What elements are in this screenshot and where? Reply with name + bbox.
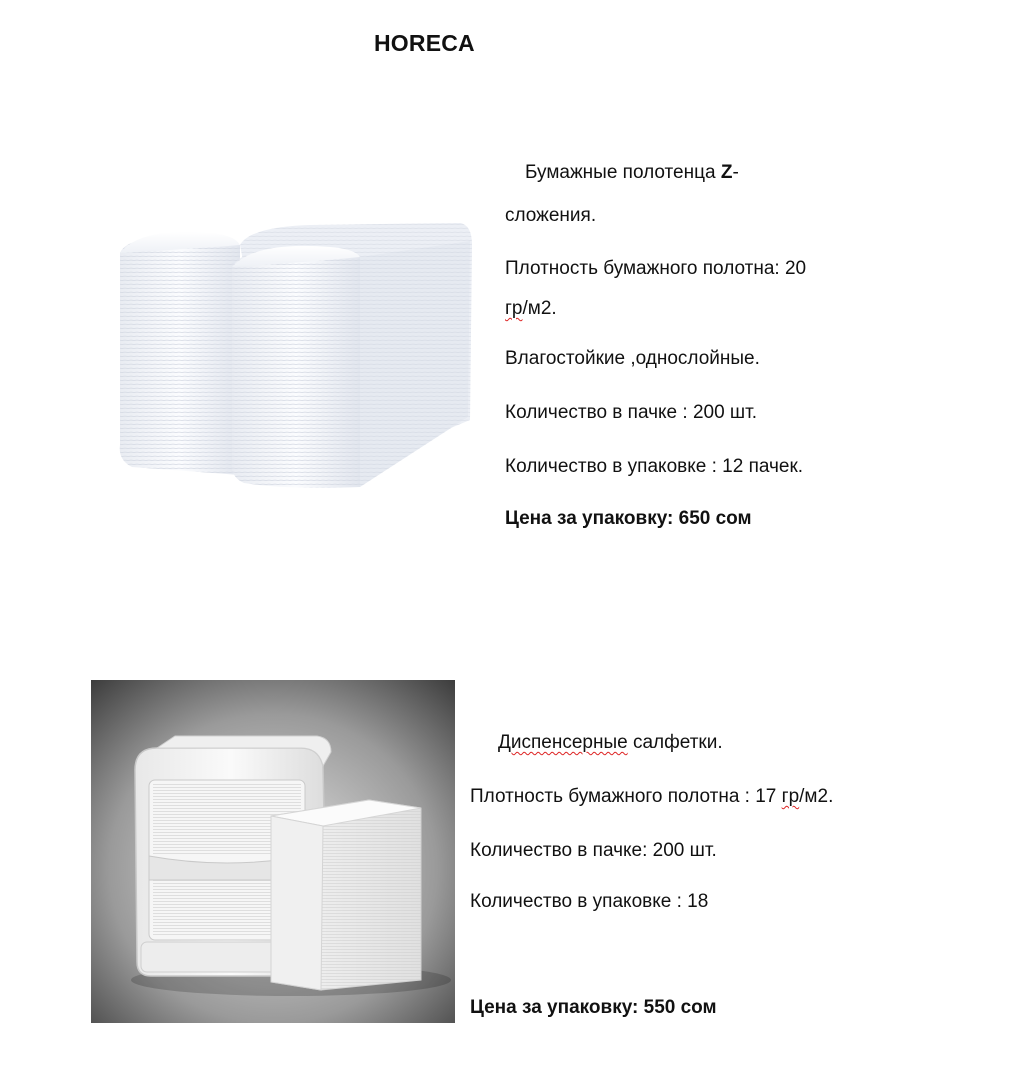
product1-density-unit: гр/м2. [505, 298, 557, 319]
product1-price: Цена за упаковку: 650 сом [505, 508, 752, 529]
product2-name: Диспенсерные салфетки. [498, 732, 723, 753]
product2-case-qty: Количество в упаковке : 18 [470, 891, 709, 912]
product2-pack-qty: Количество в пачке: 200 шт. [470, 840, 717, 861]
product1-features: Влагостойкие ,однослойные. [505, 348, 760, 369]
page-title: HORECA [374, 30, 475, 56]
product2-price: Цена за упаковку: 550 сом [470, 997, 717, 1018]
z-fold-towels-image [110, 205, 480, 495]
product1-pack-qty: Количество в пачке : 200 шт. [505, 402, 758, 423]
product1-case-qty: Количество в упаковке : 12 пачек. [505, 456, 804, 477]
product2-density: Плотность бумажного полотна : 17 гр/м2. [470, 786, 834, 807]
napkin-dispenser-image [91, 680, 455, 1023]
product1-name: Бумажные полотенца Z- [525, 162, 739, 183]
product1-density: Плотность бумажного полотна: 20 [505, 258, 807, 279]
product1-name-line2: сложения. [505, 205, 597, 226]
